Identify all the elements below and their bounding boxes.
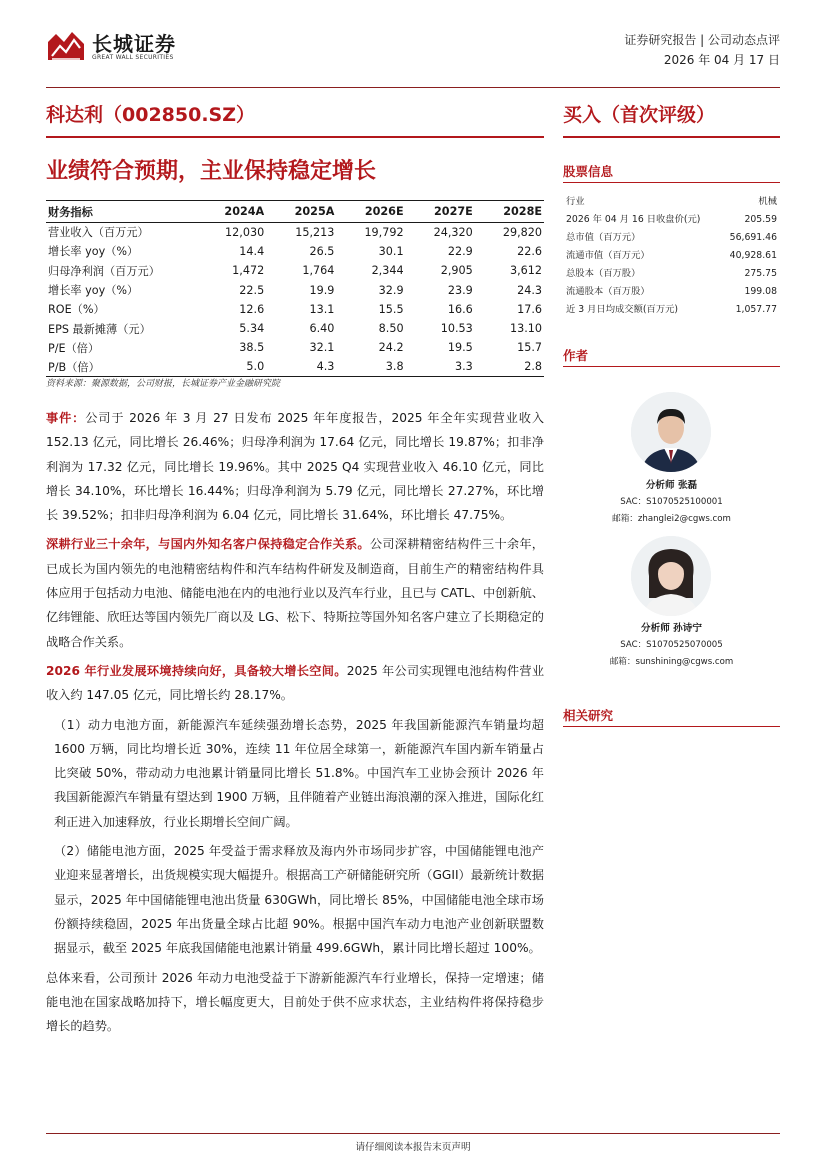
paragraph-industry-outlook — [46, 659, 544, 708]
stock-info-row — [563, 193, 780, 211]
table-header-row — [46, 201, 544, 223]
header-divider — [46, 87, 780, 88]
company-underline — [46, 136, 544, 138]
company-title: 科达利（002850.SZ） — [46, 104, 256, 126]
report-type: 证券研究报告 | 公司动态点评 — [624, 33, 780, 47]
report-body — [46, 406, 544, 1043]
table-row — [46, 300, 544, 319]
table-cell: 32.9 — [378, 283, 404, 297]
table-cell: 22.6 — [517, 244, 542, 258]
table-cell: 14.4 — [239, 244, 265, 258]
table-cell: 26.5 — [309, 244, 335, 258]
table-row — [46, 280, 544, 299]
stock-info-label: 2026 年 04 月 16 日收盘价(元) — [566, 214, 701, 225]
stock-info-value: 199.08 — [744, 286, 777, 297]
table-cell: 营业收入（百万元） — [48, 226, 149, 240]
table-cell: 15.5 — [378, 302, 404, 316]
table-cell: 增长率 yoy（%） — [48, 245, 139, 259]
paragraph-energy-storage — [46, 839, 544, 960]
paragraph-lead: 事件： — [46, 411, 86, 425]
paragraph-cooperation — [46, 532, 544, 653]
related-research-title: 相关研究 — [563, 708, 614, 723]
stock-info-value: 275.75 — [744, 268, 777, 279]
analyst-female-photo-icon — [631, 536, 711, 616]
table-header: 2026E — [336, 201, 405, 223]
table-cell: 3.3 — [406, 358, 475, 377]
stock-info-value: 205.59 — [744, 214, 777, 225]
stock-info-row — [563, 265, 780, 283]
paragraph-text: 总体来看，公司预计 2026 年动力电池受益于下游新能源汽车行业增长，保持一定增速；储能电池在国家战略加持下，增长幅度更大，目前处于供不应求状态，主业结构件将保持稳步增长的趋势。 — [46, 970, 544, 1034]
stock-info-value: 56,691.46 — [729, 232, 777, 243]
stock-info-divider — [563, 182, 780, 183]
table-cell: 3.8 — [336, 358, 405, 377]
table-header: 2028E — [475, 201, 544, 223]
table-cell: 19.9 — [309, 283, 335, 297]
table-source-note: 资料来源：聚源数据，公司财报，长城证券产业金融研究院 — [46, 379, 281, 389]
stock-info-row — [563, 229, 780, 247]
table-cell: 1,764 — [302, 264, 335, 278]
table-cell: 19,792 — [364, 225, 404, 239]
table-cell: 13.1 — [309, 302, 335, 316]
related-research-divider — [563, 726, 780, 727]
paragraph-event — [46, 406, 544, 527]
stock-info-label: 近 3 月日均成交额(百万元) — [566, 304, 679, 315]
table-cell: 增长率 yoy（%） — [48, 284, 139, 298]
table-row — [46, 223, 544, 242]
table-cell: P/E（倍） — [48, 341, 100, 355]
analyst-avatar — [631, 536, 711, 616]
table-cell: 5.0 — [196, 358, 266, 377]
analyst-email: 邮箱：sunshining@cgws.com — [609, 657, 734, 667]
table-cell: 1,472 — [232, 264, 265, 278]
table-cell: 24,320 — [433, 225, 473, 239]
analyst-name: 分析师 孙诗宁 — [641, 623, 702, 634]
table-cell: 30.1 — [378, 244, 404, 258]
table-cell: 17.6 — [517, 302, 542, 316]
table-cell: 5.34 — [239, 322, 265, 336]
table-row — [46, 338, 544, 357]
authors-divider — [563, 366, 780, 367]
table-cell: 38.5 — [239, 341, 265, 355]
brand-name-en: GREAT WALL SECURITIES — [92, 54, 174, 61]
paragraph-summary — [46, 966, 544, 1039]
footer-divider — [46, 1133, 780, 1134]
footer-disclaimer: 请仔细阅读本报告末页声明 — [355, 1142, 471, 1153]
stock-info-row — [563, 211, 780, 229]
table-cell: 29,820 — [502, 225, 542, 239]
stock-info-label: 总股本（百万股） — [566, 268, 641, 279]
stock-info-label: 总市值（百万元） — [566, 232, 641, 243]
analyst-email: 邮箱：zhanglei2@cgws.com — [612, 514, 731, 524]
table-header: 2024A — [196, 201, 266, 223]
table-cell: 10.53 — [440, 322, 473, 336]
stock-info-row — [563, 247, 780, 265]
paragraph-text: 公司深耕精密结构件三十余年，已成长为国内领先的电池精密结构件和汽车结构件研发及制造商，目前生产的精密结构件具体应用于包括动力电池、储能电池在内的电池行业以及汽车行业，且已与 CATL、中创新航、亿纬锂能、欣旺达等国内领先厂商以及 LG、松下、特斯拉等国外知名客户建立了长期稳定的战略合作关系。 — [46, 537, 544, 649]
table-cell: 2,905 — [440, 264, 473, 278]
report-headline: 业绩符合预期，主业保持稳定增长 — [46, 159, 377, 184]
analyst-avatar — [631, 392, 711, 472]
table-row — [46, 358, 544, 377]
rating-title: 买入（首次评级） — [563, 104, 716, 126]
stock-info-title: 股票信息 — [563, 164, 614, 179]
stock-info-label: 流通股本（百万股） — [566, 286, 650, 297]
paragraph-text: 2025 年公司实现锂电池结构件营业收入约 147.05 亿元，同比增长约 28.17%。 — [46, 663, 545, 703]
table-cell: 8.50 — [378, 322, 404, 336]
table-row — [46, 242, 544, 261]
table-header: 2027E — [406, 201, 475, 223]
authors-title: 作者 — [563, 348, 589, 363]
table-cell: 22.5 — [239, 283, 265, 297]
table-cell: 3,612 — [509, 264, 542, 278]
stock-info-label: 流通市值（百万元） — [566, 250, 650, 261]
analyst-male-photo-icon — [631, 392, 711, 472]
table-cell: ROE（%） — [48, 303, 105, 317]
table-cell: P/B（倍） — [46, 358, 196, 377]
table-cell: 19.5 — [447, 341, 473, 355]
report-date: 2026 年 04 月 17 日 — [663, 53, 780, 67]
paragraph-lead: 2026 年行业发展环境持续向好，具备较大增长空间。 — [46, 663, 347, 678]
stock-info-value: 1,057.77 — [735, 304, 777, 315]
table-cell: 15,213 — [295, 225, 335, 239]
table-cell: 13.10 — [509, 322, 542, 336]
table-cell: 6.40 — [309, 322, 335, 336]
stock-info-row — [563, 301, 780, 319]
table-cell: 12,030 — [225, 225, 265, 239]
report-header-meta — [624, 30, 780, 70]
table-row — [46, 319, 544, 338]
analyst-sac: SAC：S1070525100001 — [620, 497, 723, 507]
stock-info-label: 行业 — [566, 196, 585, 207]
table-cell: 4.3 — [266, 358, 336, 377]
paragraph-text: 公司于 2026 年 3 月 27 日发布 2025 年年度报告，2025 年全年实现营业收入 152.13 亿元，同比增长 26.46%；归母净利润为 17.64 亿元，同比增长 19.87%；扣非净利润为 17.32 亿元，同比增长 19.96%。其中 2025 Q4 实现营业收入 46.10 亿元，同比增长 34.10%，环比增长 16.44%；归母净利润为 5.79 亿元，同比增长 27.27%，环比增长 39.52%；扣非归母净利润为 6.04 亿元，同比增长 31.64%，环比增长 47.75%。 — [46, 411, 545, 523]
table-cell: 23.9 — [447, 283, 473, 297]
paragraph-lead: 深耕行业三十余年，与国内外知名客户保持稳定合作关系。 — [46, 537, 370, 552]
table-header: 财务指标 — [46, 201, 196, 223]
table-cell: 2.8 — [475, 358, 544, 377]
table-cell: 24.3 — [517, 283, 542, 297]
financial-table — [46, 200, 544, 377]
table-cell: 32.1 — [309, 341, 335, 355]
paragraph-text: （1）动力电池方面，新能源汽车延续强劲增长态势，2025 年我国新能源汽车销量均超 1600 万辆，同比均增长近 30%，连续 11 年位居全球第一，新能源汽车国内新车销量占比突破 50%，带动动力电池累计销量同比增长 51.8%。中国汽车工业协会预计 2026 年我国新能源汽车销量有望达到 1900 万辆，且伴随着产业链出海浪潮的深入推进，国际化红利正进入加速释放，行业长期增长空间广阔。 — [54, 717, 544, 829]
great-wall-logo-icon — [46, 28, 86, 62]
analyst-name: 分析师 张磊 — [645, 480, 698, 491]
analyst-sac: SAC：S1070525070005 — [620, 640, 723, 650]
brand-logo — [46, 26, 196, 66]
table-row — [46, 261, 544, 280]
table-cell: 15.7 — [517, 341, 542, 355]
table-cell: 22.9 — [447, 244, 473, 258]
paragraph-power-battery — [46, 713, 544, 834]
table-cell: 16.6 — [447, 302, 473, 316]
stock-info-value: 40,928.61 — [729, 250, 777, 261]
table-cell: 2,344 — [371, 264, 404, 278]
table-cell: 24.2 — [378, 341, 404, 355]
table-cell: EPS 最新摊薄（元） — [48, 322, 151, 336]
rating-underline — [563, 136, 780, 138]
table-cell: 12.6 — [239, 302, 265, 316]
table-header: 2025A — [266, 201, 336, 223]
stock-info-value: 机械 — [758, 196, 777, 207]
paragraph-text: （2）储能电池方面，2025 年受益于需求释放及海内外市场同步扩容，中国储能锂电池产业迎来显著增长，出货规模实现大幅提升。根据高工产研储能研究所（GGII）最新统计数据显示，2025 年中国储能锂电池出货量 630GWh，同比增长 85%，中国储能电池全球市场份额持续稳固，2025 年出货量全球占比超 90%。根据中国汽车动力电池产业创新联盟数据显示，截至 2025 年底我国储能电池累计销量 499.6GWh，累计同比增长超过 100%。 — [54, 844, 544, 956]
stock-info-row — [563, 283, 780, 301]
table-cell: 归母净利润（百万元） — [48, 264, 160, 278]
brand-name-cn: 长城证券 — [92, 32, 176, 56]
